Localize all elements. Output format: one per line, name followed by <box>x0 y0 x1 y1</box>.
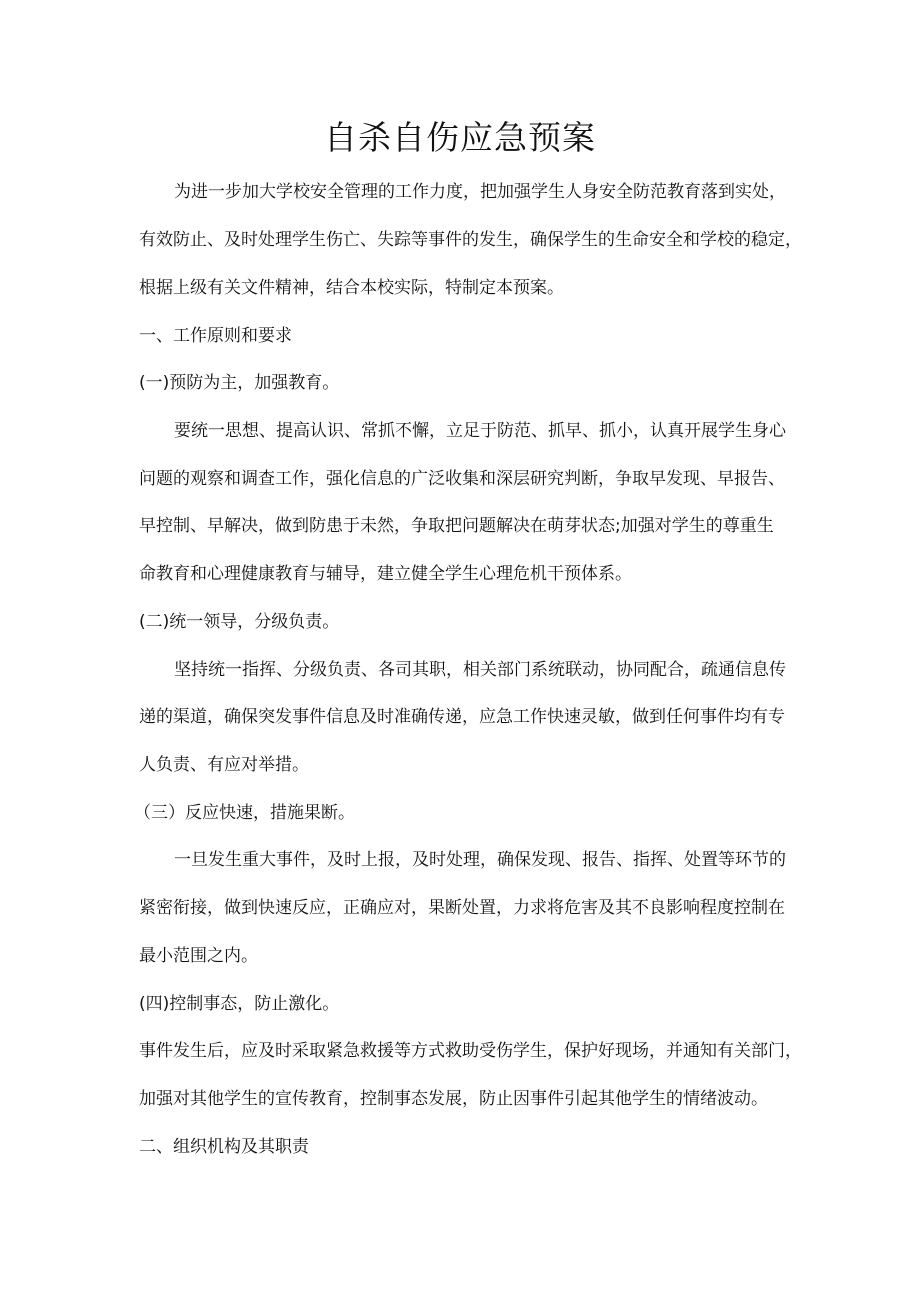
subsection-heading-3: （三）反应快速，措施果断。 <box>134 803 355 823</box>
paragraph-line: 紧密衔接，做到快速反应，正确应对，果断处置，力求将危害及其不良影响程度控制在 <box>139 898 785 918</box>
paragraph-line: 一旦发生重大事件，及时上报，及时处理，确保发现、报告、指挥、处置等环节的 <box>174 850 786 870</box>
subsection-heading-2: (二)统一领导，分级负责。 <box>139 612 340 632</box>
paragraph-line: 命教育和心理健康教育与辅导，建立健全学生心理危机干预体系。 <box>139 564 632 584</box>
paragraph-line: 加强对其他学生的宣传教育，控制事态发展，防止因事件引起其他学生的情绪波动。 <box>139 1089 768 1109</box>
section-heading-2: 二、组织机构及其职责 <box>139 1137 309 1157</box>
paragraph-line: 坚持统一指挥、分级负责、各司其职，相关部门系统联动，协同配合，疏通信息传 <box>174 660 786 680</box>
paragraph-line: 最小范围之内。 <box>139 946 258 966</box>
subsection-heading-1: (一)预防为主，加强教育。 <box>139 373 340 393</box>
section-heading-1: 一、工作原则和要求 <box>139 326 292 346</box>
paragraph-line: 人负责、有应对举措。 <box>139 755 309 775</box>
paragraph-line: 要统一思想、提高认识、常抓不懈，立足于防范、抓早、抓小，认真开展学生身心 <box>174 421 786 441</box>
paragraph-line: 早控制、早解决，做到防患于未然，争取把问题解决在萌芽状态;加强对学生的尊重生 <box>139 516 774 536</box>
intro-line-1: 为进一步加大学校安全管理的工作力度，把加强学生人身安全防范教育落到实处， <box>174 182 786 202</box>
document-title: 自杀自伤应急预案 <box>324 118 596 157</box>
paragraph-line: 事件发生后，应及时采取紧急救援等方式救助受伤学生，保护好现场，并通知有关部门， <box>139 1041 802 1061</box>
intro-line-3: 根据上级有关文件精神，结合本校实际，特制定本预案。 <box>139 278 564 298</box>
intro-line-2: 有效防止、及时处理学生伤亡、失踪等事件的发生，确保学生的生命安全和学校的稳定， <box>139 230 802 250</box>
subsection-heading-4: (四)控制事态，防止激化。 <box>139 994 340 1014</box>
paragraph-line: 问题的观察和调查工作，强化信息的广泛收集和深层研究判断，争取早发现、早报告、 <box>139 469 785 489</box>
paragraph-line: 递的渠道，确保突发事件信息及时准确传递，应急工作快速灵敏，做到任何事件均有专 <box>139 707 785 727</box>
